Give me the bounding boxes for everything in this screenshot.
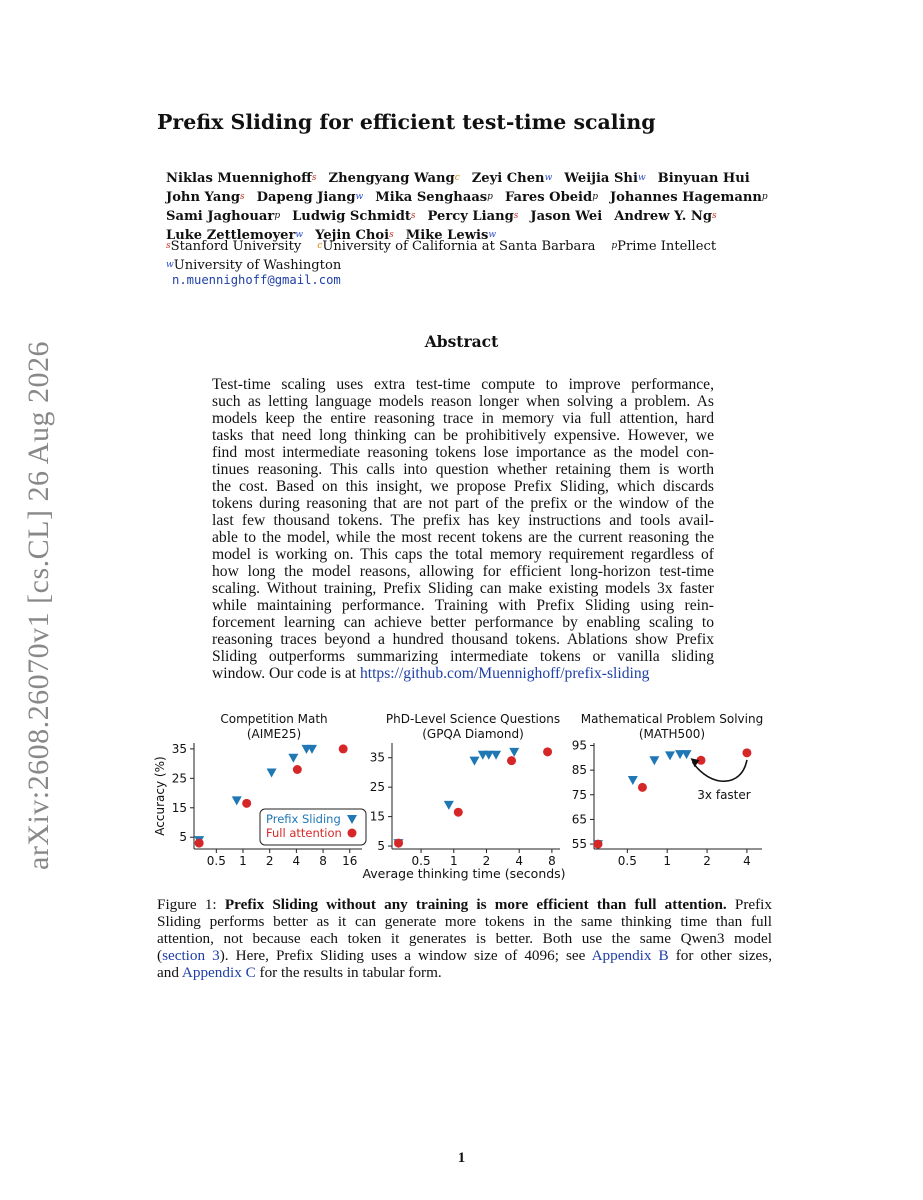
prefix-sliding-point xyxy=(491,751,501,760)
affiliation: $^w$University of Washington xyxy=(166,258,342,273)
prefix-sliding-point xyxy=(444,801,454,810)
legend-marker-full-attention xyxy=(348,829,357,838)
author-name: Percy Liang$^s$ xyxy=(427,209,519,224)
abstract-line: scaling. Without training, Prefix Sliding can make existing models 3x faster xyxy=(212,580,714,597)
caption-line-3: attention, not because each token it generates is better. Both use the same Qwen3 model xyxy=(157,930,772,947)
contact-email[interactable]: n.muennighoff@gmail.com xyxy=(172,273,341,287)
affiliation-marker: s xyxy=(240,192,245,202)
prefix-sliding-point xyxy=(649,756,659,765)
x-tick-label: 16 xyxy=(342,854,358,868)
arxiv-side-label: arXiv:2608.26070v1 [cs.CL] 26 Aug 2026 xyxy=(22,341,55,870)
affiliation-marker: w xyxy=(637,173,646,183)
chart-title: Mathematical Problem Solving xyxy=(580,712,764,726)
affiliation-marker: p xyxy=(592,192,598,202)
affiliation-marker: s xyxy=(711,211,717,221)
caption-text: and xyxy=(157,964,182,981)
x-tick-label: 4 xyxy=(515,854,524,868)
affiliation-marker: s xyxy=(513,211,519,221)
prefix-sliding-point xyxy=(665,751,675,760)
author-name: Dapeng Jiang$^w$ xyxy=(256,190,364,205)
abstract-line: Test-time scaling uses extra test-time compute to improve performance, xyxy=(212,376,714,393)
x-tick-label: 2 xyxy=(265,854,274,868)
full-attention-point xyxy=(195,839,204,848)
prefix-sliding-point xyxy=(288,754,298,763)
abstract-line-last xyxy=(212,665,714,682)
affiliation-marker: w xyxy=(295,230,304,240)
author-row xyxy=(166,170,786,189)
author-name: Zhengyang Wang$^c$ xyxy=(328,171,460,186)
affiliation-marker: w xyxy=(488,230,497,240)
author-name: Zeyi Chen$^w$ xyxy=(471,171,553,186)
affiliation-marker: c xyxy=(454,173,460,183)
caption-bold: Prefix Sliding without any training is more efficient than full attention. xyxy=(224,896,727,913)
x-tick-label: 4 xyxy=(292,854,301,868)
chart-subtitle: (GPQA Diamond) xyxy=(422,727,524,741)
x-tick-label: 2 xyxy=(482,854,491,868)
affiliation-row xyxy=(166,238,732,257)
x-tick-label: 2 xyxy=(703,854,711,868)
affiliation: $^c$University of California at Santa Barbara xyxy=(317,239,596,254)
code-link[interactable]: https://github.com/Muennighoff/prefix-sliding xyxy=(359,665,650,682)
author-name: Sami Jaghouar$^p$ xyxy=(166,209,281,224)
chart-subtitle: (AIME25) xyxy=(246,727,302,741)
author-name: Niklas Muennighoff$^s$ xyxy=(166,171,317,186)
full-attention-point xyxy=(242,799,251,808)
affiliation-marker: s xyxy=(410,211,416,221)
y-tick-label: 65 xyxy=(571,812,587,827)
prefix-sliding-point xyxy=(682,750,692,759)
x-tick-label: 1 xyxy=(663,854,672,868)
abstract-line: tasks that need long thinking can be prohibitively expensive. However, we xyxy=(212,427,714,444)
x-tick-label: 8 xyxy=(548,854,556,868)
author-row xyxy=(166,208,786,227)
full-attention-point xyxy=(638,783,647,792)
affiliation-marker: p xyxy=(611,241,618,251)
affiliation-marker: s xyxy=(311,173,317,183)
author-name: Fares Obeid$^p$ xyxy=(504,190,598,205)
abstract-line: reasoning traces beyond a hundred thousand tokens. Ablations show Prefix xyxy=(212,631,714,648)
prefix-sliding-point xyxy=(232,796,242,805)
full-attention-point xyxy=(543,747,552,756)
figure-1 xyxy=(150,705,790,895)
full-attention-point xyxy=(593,840,602,849)
abstract-line: while maintaining performance. Training with Prefix Sliding using rein- xyxy=(212,597,714,614)
author-name: Binyuan Hui xyxy=(657,171,750,186)
affiliation-list xyxy=(166,238,732,276)
author-name: Mike Lewis$^w$ xyxy=(405,228,497,243)
author-name: John Yang$^s$ xyxy=(166,190,245,205)
figure-1-charts xyxy=(150,705,790,895)
y-tick-label: 75 xyxy=(571,787,587,802)
abstract-line: find most intermediate reasoning tokens lose importance as the model con- xyxy=(212,444,714,461)
legend-label-prefix-sliding: Prefix Sliding xyxy=(266,812,341,826)
prefix-sliding-point xyxy=(509,748,519,757)
abstract-line: how long the model reasons, allowing for efficient long-horizon test-time xyxy=(212,563,714,580)
full-attention-point xyxy=(507,756,516,765)
appendix-c-link[interactable]: Appendix C xyxy=(181,964,256,981)
y-tick-label: 55 xyxy=(571,837,587,852)
caption-text: for the results in tabular form. xyxy=(255,964,442,981)
affiliation: $^s$Stanford University xyxy=(166,239,302,254)
y-tick-label: 35 xyxy=(171,741,187,756)
caption-text: ). Here, Prefix Sliding uses a window size of 4096; see xyxy=(219,947,592,964)
appendix-b-link[interactable]: Appendix B xyxy=(591,947,669,964)
affiliation-marker: s xyxy=(166,241,171,251)
y-tick-label: 15 xyxy=(171,800,187,815)
abstract-heading: Abstract xyxy=(424,332,499,351)
full-attention-point xyxy=(454,808,463,817)
caption-text: ( xyxy=(157,947,163,964)
legend-label-full-attention: Full attention xyxy=(266,826,342,840)
author-name: Johannes Hagemann$^p$ xyxy=(609,190,768,205)
abstract-line: models keep the entire reasoning trace in memory via full attention, hard xyxy=(212,410,714,427)
x-tick-label: 8 xyxy=(319,854,327,868)
y-tick-label: 25 xyxy=(171,771,187,786)
speedup-annotation: 3x faster xyxy=(697,788,751,802)
abstract-line: tokens during reasoning that are not part of the prefix or the window of the xyxy=(212,495,714,512)
affiliation-marker: c xyxy=(317,241,323,251)
caption-figure-label: Figure 1: xyxy=(157,896,225,913)
chart-title: Competition Math xyxy=(220,712,328,726)
x-axis-label: Average thinking time (seconds) xyxy=(362,866,566,881)
caption-line-1 xyxy=(157,896,772,913)
y-axis-label: Accuracy (%) xyxy=(153,756,167,836)
full-attention-point xyxy=(339,744,348,753)
abstract-line: such as letting language models reason longer when solving a problem. As xyxy=(212,393,714,410)
abstract-line: the cost. Based on this insight, we propose Prefix Sliding, which discards xyxy=(212,478,714,495)
author-name: Weijia Shi$^w$ xyxy=(564,171,646,186)
section-3-link[interactable]: section 3 xyxy=(162,947,220,964)
x-tick-label: 0.5 xyxy=(206,854,226,868)
full-attention-point xyxy=(394,839,403,848)
caption-text: for other sizes, xyxy=(668,947,773,964)
y-tick-label: 85 xyxy=(571,763,587,778)
x-tick-label: 0.5 xyxy=(411,854,431,868)
chart-subtitle: (MATH500) xyxy=(638,727,706,741)
author-list xyxy=(166,170,786,246)
y-tick-label: 15 xyxy=(369,809,385,824)
paper-title: Prefix Sliding for efficient test-time scaling xyxy=(157,110,656,134)
caption-text: Prefix xyxy=(726,896,772,913)
abstract-line: model is working on. This caps the total memory requirement regardless of xyxy=(212,546,714,563)
author-name: Luke Zettlemoyer$^w$ xyxy=(166,228,304,243)
caption-line-4 xyxy=(157,947,772,964)
y-tick-label: 5 xyxy=(377,839,385,854)
y-tick-label: 5 xyxy=(179,830,187,845)
full-attention-point xyxy=(742,748,751,757)
abstract-line: forcement learning can achieve better performance by enabling scaling to xyxy=(212,614,714,631)
caption-line-5 xyxy=(157,964,772,981)
y-tick-label: 95 xyxy=(571,738,587,753)
page-number: 1 xyxy=(457,1150,466,1166)
x-tick-label: 4 xyxy=(743,854,751,868)
affiliation-marker: p xyxy=(761,192,768,202)
affiliation-marker: p xyxy=(274,211,281,221)
affiliation: $^p$Prime Intellect xyxy=(611,239,717,254)
abstract-line: tinues reasoning. This calls into question whether retaining them is worth xyxy=(212,461,714,478)
full-attention-point xyxy=(293,765,302,774)
affiliation-marker: w xyxy=(166,260,174,270)
prefix-sliding-point xyxy=(469,757,479,766)
abstract-line: last few thousand tokens. The prefix has key instructions and tools avail- xyxy=(212,512,714,529)
abstract-last-prefix: window. Our code is at xyxy=(212,665,360,682)
affiliation-marker: w xyxy=(355,192,364,202)
author-name: Ludwig Schmidt$^s$ xyxy=(292,209,416,224)
affiliation-marker: s xyxy=(389,230,394,240)
affiliation-marker: w xyxy=(544,173,553,183)
x-tick-label: 0.5 xyxy=(617,854,637,868)
y-tick-label: 25 xyxy=(369,780,385,795)
caption-line-2: Sliding performs better as it can generate more tokens in the same thinking time than full xyxy=(157,913,772,930)
x-tick-label: 1 xyxy=(239,854,247,868)
author-row xyxy=(166,189,786,208)
x-tick-label: 1 xyxy=(449,854,458,868)
author-name: Andrew Y. Ng$^s$ xyxy=(614,209,717,224)
author-name: Mika Senghaas$^p$ xyxy=(375,190,493,205)
affiliation-marker: p xyxy=(487,192,493,202)
abstract-line: Sliding outperforms summarizing intermediate tokens or vanilla sliding xyxy=(212,648,714,665)
abstract-line: able to the model, while the most recent tokens are the current reasoning the xyxy=(212,529,714,546)
prefix-sliding-point xyxy=(267,768,277,777)
author-name: Jason Wei xyxy=(530,209,603,224)
prefix-sliding-point xyxy=(628,776,638,785)
y-tick-label: 35 xyxy=(369,750,385,765)
author-name: Yejin Choi$^s$ xyxy=(315,228,394,243)
chart-title: PhD-Level Science Questions xyxy=(385,712,561,726)
